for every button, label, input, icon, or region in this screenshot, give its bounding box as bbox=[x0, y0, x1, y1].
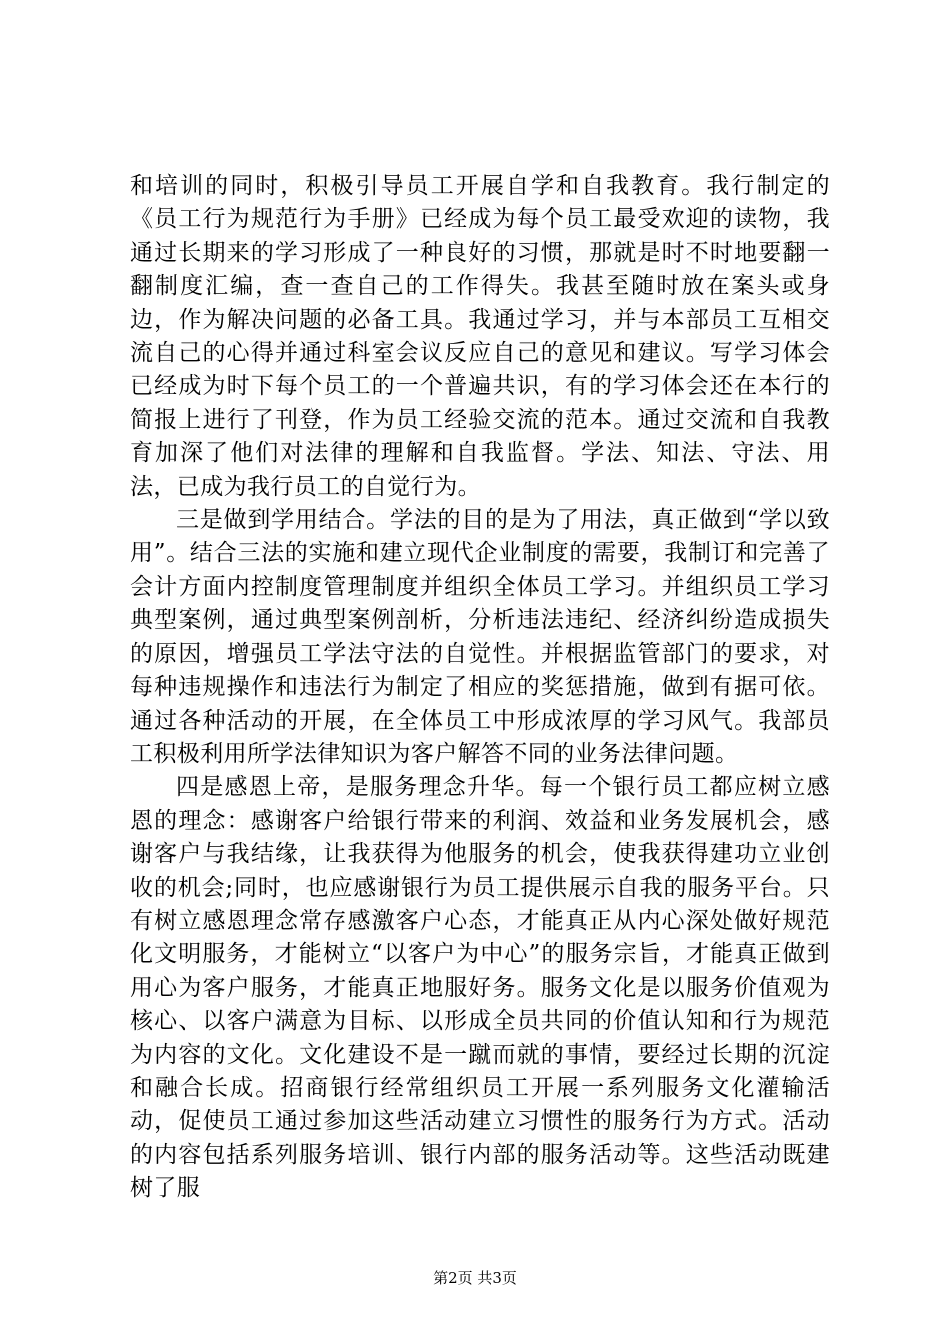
page-footer: 第2页 共3页 bbox=[433, 1269, 517, 1287]
paragraph-section-three: 三是做到学用结合。学法的目的是为了用法，真正做到“学以致用”。结合三法的实施和建立现代企业制度的需要，我制订和完善了会计方面内控制度管理制度并组织全体员工学习。并组织员工学习典型案例，通过典型案例剖析，分析违法违纪、经济纠纷造成损失的原因，增强员工学法守法的自觉性。并根据监管部门的要求，对每种违规操作和违法行为制定了相应的奖惩措施，做到有据可依。通过各种活动的开展，在全体员工中形成浓厚的学习风气。我部员工积极利用所学法律知识为客户解答不同的业务法律问题。 bbox=[130, 507, 830, 767]
paragraph-continuation: 和培训的同时，积极引导员工开展自学和自我教育。我行制定的《员工行为规范行为手册》已经成为每个员工最受欢迎的读物，我通过长期来的学习形成了一种良好的习惯，那就是时不时地要翻一翻制度汇编，查一查自己的工作得失。我甚至随时放在案头或身边，作为解决问题的必备工具。我通过学习，并与本部员工互相交流自己的心得并通过科室会议反应自己的意见和建议。写学习体会已经成为时下每个员工的一个普遍共识，有的学习体会还在本行的简报上进行了刊登，作为员工经验交流的范本。通过交流和自我教育加深了他们对法律的理解和自我监督。学法、知法、守法、用法，已成为我行员工的自觉行为。 bbox=[130, 173, 830, 500]
body-text bbox=[130, 170, 830, 1206]
paragraph-section-four: 四是感恩上帝，是服务理念升华。每一个银行员工都应树立感恩的理念：感谢客户给银行带来的利润、效益和业务发展机会，感谢客户与我结缘，让我获得为他服务的机会，使我获得建功立业创收的机会;同时，也应感谢银行为员工提供展示自我的服务平台。只有树立感恩理念常存感激客户心态，才能真正从内心深处做好规范化文明服务，才能树立“以客户为中心”的服务宗旨，才能真正做到用心为客户服务，才能真正地服好务。服务文化是以服务价值观为核心、以客户满意为目标、以形成全员共同的价值认知和行为规范为内容的文化。文化建设不是一蹴而就的事情，要经过长期的沉淀和融合长成。招商银行经常组织员工开展一系列服务文化灌输活动，促使员工通过参加这些活动建立习惯性的服务行为方式。活动的内容包括系列服务培训、银行内部的服务活动等。这些活动既建树了服 bbox=[130, 774, 830, 1202]
